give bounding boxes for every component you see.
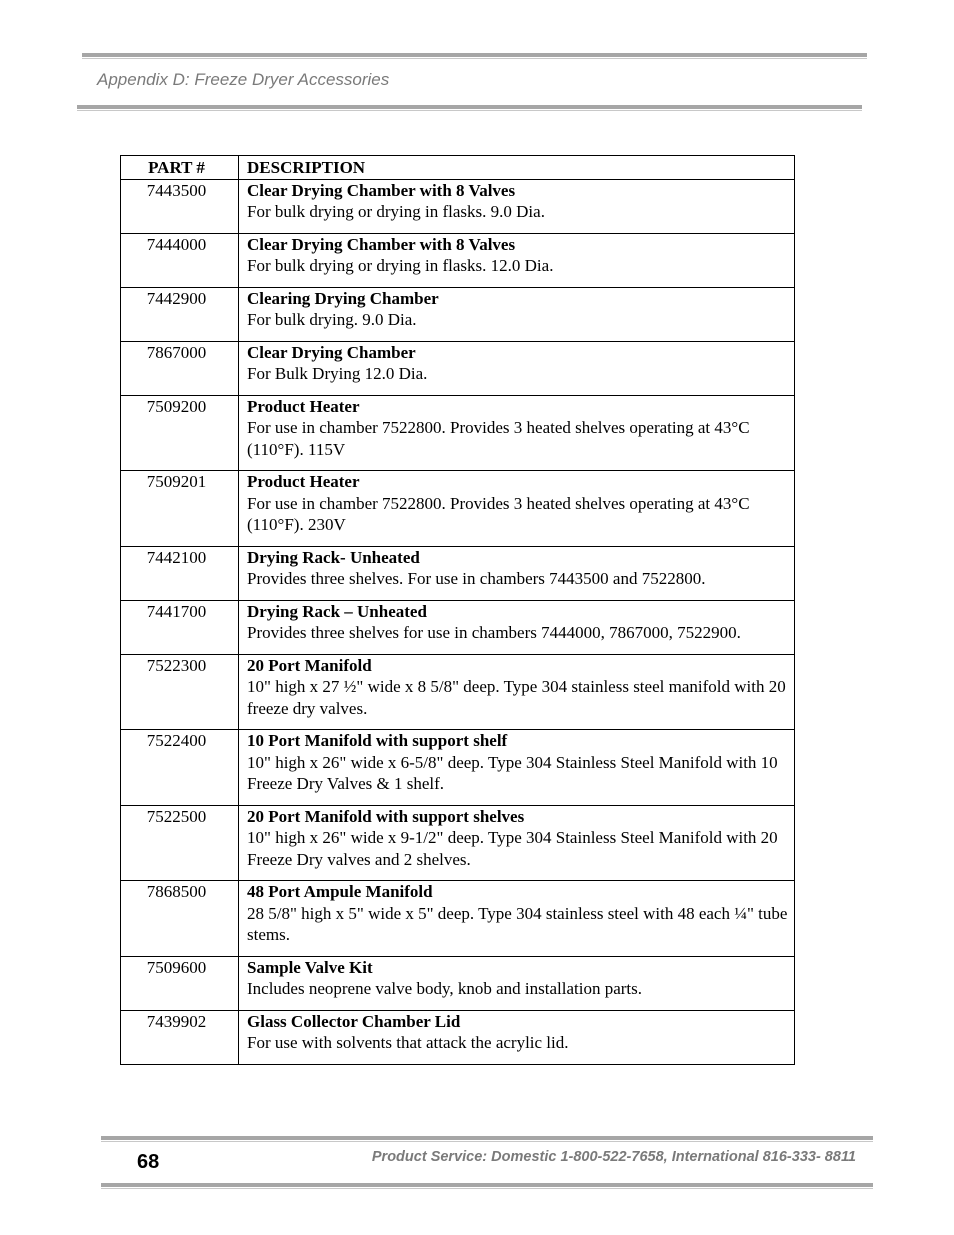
description-cell xyxy=(239,179,795,233)
description-title: Sample Valve Kit xyxy=(247,957,373,977)
table-row xyxy=(121,471,795,547)
description-cell xyxy=(239,654,795,730)
table-row xyxy=(121,233,795,287)
column-header-description: DESCRIPTION xyxy=(239,156,795,180)
footer-bottom-rule xyxy=(101,1183,873,1187)
part-number-cell: 7509600 xyxy=(121,956,239,1010)
table-row xyxy=(121,600,795,654)
description-title: Drying Rack – Unheated xyxy=(247,601,427,621)
description-title: Clear Drying Chamber with 8 Valves xyxy=(247,180,516,200)
header-bottom-rule-shadow xyxy=(77,110,862,111)
page-header-title: Appendix D: Freeze Dryer Accessories xyxy=(97,70,390,89)
description-title: Drying Rack- Unheated xyxy=(247,547,420,567)
column-header-part: PART # xyxy=(121,156,239,180)
footer-top-rule-shadow xyxy=(101,1141,873,1142)
part-number-cell: 7443500 xyxy=(121,179,239,233)
header-bottom-rule xyxy=(77,105,862,109)
part-number-cell: 7442100 xyxy=(121,546,239,600)
description-text: 28 5/8" high x 5" wide x 5" deep. Type 304 stainless steel with 48 each ¼" tube stems. xyxy=(247,903,788,944)
description-text: For use in chamber 7522800. Provides 3 heated shelves operating at 43°C (110°F). 230V xyxy=(247,493,750,534)
description-text: 10" high x 26" wide x 6-5/8" deep. Type 304 Stainless Steel Manifold with 10 Freeze Dry Valves & 1 shelf. xyxy=(247,752,778,793)
description-text: For use in chamber 7522800. Provides 3 heated shelves operating at 43°C (110°F). 115V xyxy=(247,418,750,459)
table-header-row xyxy=(121,156,795,180)
description-cell xyxy=(239,730,795,806)
description-title: Glass Collector Chamber Lid xyxy=(247,1011,461,1031)
description-text: For bulk drying or drying in flasks. 12.0 Dia. xyxy=(247,256,554,275)
part-number-cell: 7509201 xyxy=(121,471,239,547)
table-row xyxy=(121,546,795,600)
description-cell xyxy=(239,233,795,287)
footer-bottom-rule-shadow xyxy=(101,1188,873,1189)
description-cell xyxy=(239,805,795,881)
description-cell xyxy=(239,471,795,547)
table-row xyxy=(121,956,795,1010)
part-number-cell: 7867000 xyxy=(121,341,239,395)
part-number-cell: 7442900 xyxy=(121,287,239,341)
description-cell xyxy=(239,546,795,600)
part-number-cell: 7444000 xyxy=(121,233,239,287)
table-row xyxy=(121,395,795,471)
header-top-rule-shadow xyxy=(82,58,867,59)
description-title: Clear Drying Chamber with 8 Valves xyxy=(247,234,516,254)
description-text: 10" high x 26" wide x 9-1/2" deep. Type 304 Stainless Steel Manifold with 20 Freeze Dry valves and 2 shelves. xyxy=(247,828,778,869)
header-top-rule xyxy=(82,53,867,57)
description-title: Clear Drying Chamber xyxy=(247,342,416,362)
description-cell xyxy=(239,600,795,654)
table-row xyxy=(121,654,795,730)
table-row xyxy=(121,730,795,806)
description-cell xyxy=(239,1010,795,1064)
description-cell xyxy=(239,956,795,1010)
table-row xyxy=(121,179,795,233)
footer-top-rule xyxy=(101,1136,873,1140)
description-cell xyxy=(239,341,795,395)
accessories-table xyxy=(120,155,795,1065)
part-number-cell: 7522300 xyxy=(121,654,239,730)
part-number-cell: 7439902 xyxy=(121,1010,239,1064)
description-title: Clearing Drying Chamber xyxy=(247,288,439,308)
description-text: For use with solvents that attack the acrylic lid. xyxy=(247,1033,569,1052)
description-title: 48 Port Ampule Manifold xyxy=(247,882,433,901)
part-number-cell: 7441700 xyxy=(121,600,239,654)
table-row xyxy=(121,805,795,881)
table-row xyxy=(121,341,795,395)
description-text: For Bulk Drying 12.0 Dia. xyxy=(247,364,428,383)
part-number-cell: 7868500 xyxy=(121,881,239,957)
description-title: 20 Port Manifold xyxy=(247,655,372,675)
part-number-cell: 7509200 xyxy=(121,395,239,471)
table-row xyxy=(121,881,795,957)
description-title: Product Heater xyxy=(247,472,360,491)
description-text: Provides three shelves for use in chambers 7444000, 7867000, 7522900. xyxy=(247,623,741,642)
part-number-cell: 7522500 xyxy=(121,805,239,881)
description-title: 10 Port Manifold with support shelf xyxy=(247,731,508,750)
description-text: 10" high x 27 ½" wide x 8 5/8" deep. Type 304 stainless steel manifold with 20 freeze dry valves. xyxy=(247,677,786,718)
description-cell xyxy=(239,287,795,341)
page-number: 68 xyxy=(137,1151,160,1173)
description-title: Product Heater xyxy=(247,396,360,416)
table-row xyxy=(121,287,795,341)
description-text: For bulk drying or drying in flasks. 9.0 Dia. xyxy=(247,202,545,221)
description-title: 20 Port Manifold with support shelves xyxy=(247,806,525,826)
description-text: For bulk drying. 9.0 Dia. xyxy=(247,310,417,329)
table-row xyxy=(121,1010,795,1064)
part-number-cell: 7522400 xyxy=(121,730,239,806)
description-cell xyxy=(239,881,795,957)
description-cell xyxy=(239,395,795,471)
product-service-contact: Product Service: Domestic 1-800-522-7658, International 816-333- 8811 xyxy=(371,1149,856,1165)
description-text: Includes neoprene valve body, knob and installation parts. xyxy=(247,979,642,998)
description-text: Provides three shelves. For use in chambers 7443500 and 7522800. xyxy=(247,569,706,588)
